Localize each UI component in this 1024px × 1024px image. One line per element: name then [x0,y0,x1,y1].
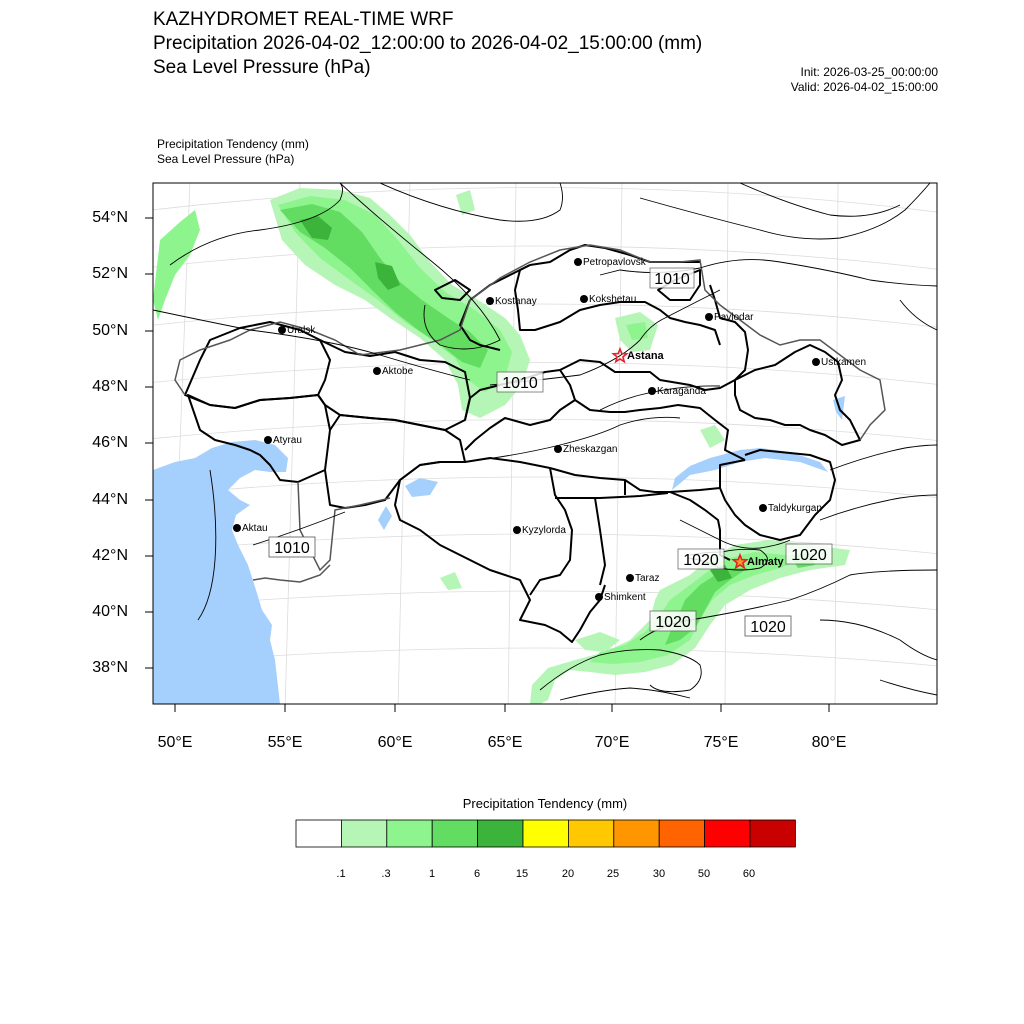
city-label: Ustkamen [821,357,867,368]
map-area [110,180,960,710]
city-marker [759,504,767,512]
lat-labels [92,209,128,676]
isobar-label: 1020 [750,619,786,636]
lat-ticks [145,218,153,668]
colorbar-label: 15 [515,868,529,880]
isobar-label: 1020 [683,552,719,569]
valid-time: Valid: 2026-04-02_15:00:00 [790,80,938,94]
colorbar-label: 50 [697,868,711,880]
title-line-1: KAZHYDROMET REAL-TIME WRF [153,9,454,30]
city-marker [595,593,603,601]
lat-label: 46°N [92,434,128,452]
city-marker [574,258,582,266]
lon-label: 50°E [157,734,193,751]
city-marker [580,295,588,303]
colorbar-swatch [750,820,795,847]
lat-label: 40°N [92,603,128,621]
city-label: Kostanay [495,296,537,307]
city-marker [513,526,521,534]
city-label: Taldykurgan [768,503,822,514]
colorbar [296,820,795,880]
colorbar-swatch [568,820,613,847]
city-marker [705,313,713,321]
colorbar-label: 1 [428,868,436,880]
city-marker [373,367,381,375]
city-marker [486,297,494,305]
init-time: Init: 2026-03-25_00:00:00 [800,65,938,79]
lat-label: 52°N [92,265,128,283]
small-lake-1 [405,478,438,497]
city-label: Taraz [635,573,660,584]
colorbar-label: 30 [652,868,666,880]
colorbar-swatch [705,820,750,847]
colorbar-swatch [387,820,432,847]
city-marker [233,524,241,532]
lon-label: 70°E [594,734,630,751]
isobar-label: 1010 [274,540,310,557]
lat-label: 44°N [92,491,128,509]
colorbar-swatch [523,820,568,847]
colorbar-swatch [659,820,704,847]
city-label: Atyrau [273,435,302,446]
lat-label: 54°N [92,209,128,227]
city-label: Aktobe [382,366,414,377]
small-lake-2 [378,506,392,530]
colorbar-title: Precipitation Tendency (mm) [462,796,628,811]
city-label: Kyzylorda [522,525,566,536]
colorbar-label: 25 [606,868,620,880]
panel-label-slp: Sea Level Pressure (hPa) [157,152,295,166]
city-label: Kokshetau [589,294,637,305]
colorbar-swatch [614,820,659,847]
title-line-2: Precipitation 2026-04-02_12:00:00 to 2026-04-02_15:00:00 (mm) [153,33,703,54]
lon-labels [158,734,847,751]
lat-label: 48°N [92,378,128,396]
city-label: Karaganda [657,386,706,397]
title-line-3: Sea Level Pressure (hPa) [153,57,371,78]
colorbar-label: 6 [473,868,481,880]
city-marker [626,574,634,582]
city-label: Petropavlovsk [583,257,646,268]
isobar-label: 1020 [655,614,691,631]
colorbar-swatch [341,820,386,847]
isobar-label: 1010 [654,271,690,288]
lon-ticks [175,704,829,712]
colorbar-swatch [296,820,341,847]
lon-label: 80°E [811,734,847,751]
colorbar-label: 20 [561,868,575,880]
city-marker [648,387,656,395]
city-label: Aktau [242,523,268,534]
lat-label: 38°N [92,659,128,677]
lon-label: 65°E [487,734,523,751]
caspian-sea [153,440,288,704]
colorbar-swatch [478,820,523,847]
lat-label: 42°N [92,547,128,565]
city-label: Shimkent [604,592,646,603]
city-label: Uralsk [287,325,316,336]
lat-label: 50°N [92,322,128,340]
city-label: Zheskazgan [563,444,618,455]
city-marker [264,436,272,444]
colorbar-label: .1 [336,868,346,880]
colorbar-swatch [432,820,477,847]
city-marker [812,358,820,366]
isobar-label: 1010 [502,375,538,392]
lon-label: 75°E [703,734,739,751]
panel-label-precip: Precipitation Tendency (mm) [157,137,309,151]
city-label: Pavlodar [714,312,754,323]
city-marker [278,326,286,334]
isobar-label: 1020 [791,547,827,564]
lon-label: 55°E [267,734,303,751]
colorbar-label: 60 [742,868,756,880]
city-label-capital: Astana [627,350,664,362]
city-marker [554,445,562,453]
lon-label: 60°E [377,734,413,751]
colorbar-label: .3 [381,868,391,880]
city-label-capital: Almaty [747,556,784,568]
